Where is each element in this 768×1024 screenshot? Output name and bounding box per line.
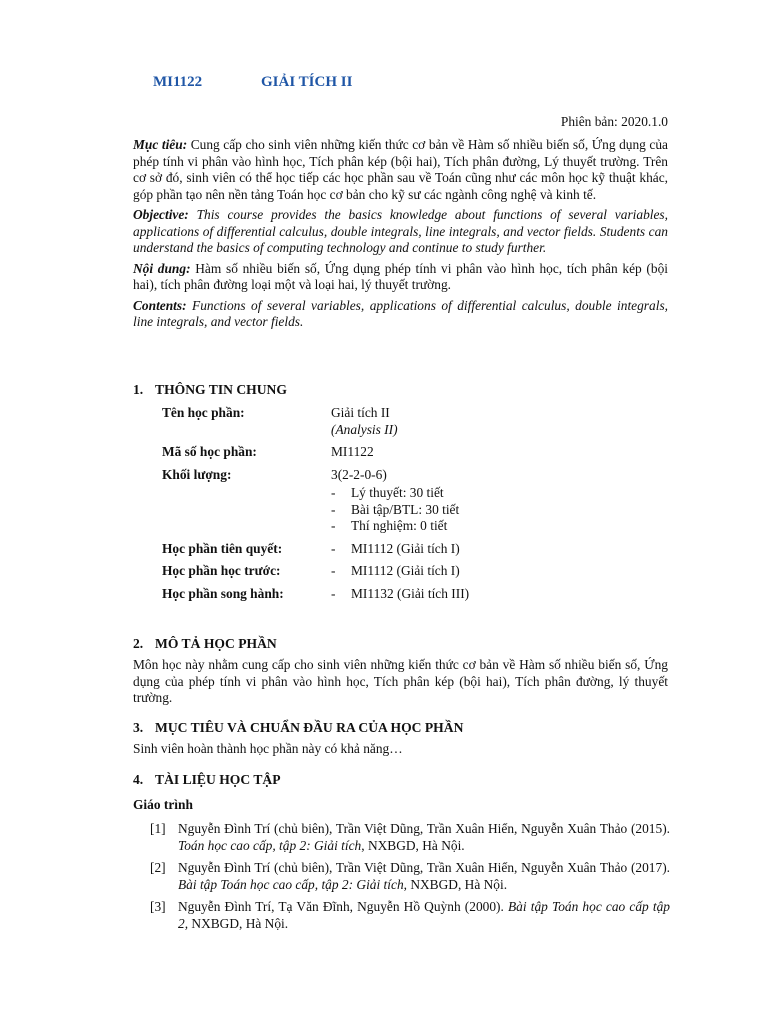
section-1-heading: [133, 382, 287, 399]
info-label: Học phần học trước:: [162, 563, 281, 578]
credit-item: - Lý thuyết: 30 tiết: [331, 485, 444, 500]
info-label: Khối lượng:: [162, 466, 232, 482]
noi-dung-label: Nội dung:: [133, 260, 191, 276]
contents-label: Contents:: [133, 297, 187, 313]
info-value: Giải tích II: [331, 405, 390, 420]
reference-item: [2] Nguyễn Đình Trí (chủ biên), Trần Việt Dũng, Trần Xuân Hiển, Nguyễn Xuân Thảo (2017). Bài tập Toán học cao cấp, tập 2: Giải tích, NXBGD, Hà Nội.: [150, 860, 670, 892]
section-4-heading: [133, 772, 281, 789]
objective-text: This course provides the basics knowledge about functions of several variables, applications of differential calculus, double integrals, line integrals, and vector fields. Students can understand the basics of computing technology and continue to study further.: [133, 207, 668, 255]
objective-paragraph: [133, 207, 668, 257]
section-2-number: 2.: [133, 636, 144, 651]
course-title-heading: GIẢI TÍCH II: [261, 74, 353, 90]
section-4-title: TÀI LIỆU HỌC TẬP: [155, 772, 281, 787]
noi-dung-text: Hàm số nhiều biến số, Ứng dụng phép tính vi phân vào hình học, tích phân kép (bội hai), tích phân đường loại một và loại hai, lý thuyết trường.: [133, 260, 668, 292]
section-2-heading: [133, 636, 277, 653]
intro-block: [133, 137, 668, 335]
muc-tieu-label: Mục tiêu:: [133, 137, 188, 152]
section-3-number: 3.: [133, 720, 144, 735]
general-info-table: [162, 405, 668, 608]
section-2-title: MÔ TẢ HỌC PHẦN: [155, 636, 277, 651]
noi-dung-paragraph: [133, 261, 668, 294]
section-3-text: Sinh viên hoàn thành học phần này có khả năng…: [133, 741, 403, 756]
info-row-name: [162, 405, 668, 438]
section-2-text: Môn học này nhằm cung cấp cho sinh viên những kiến thức cơ bản về Hàm số nhiều biến số, Ứng dụng của phép tính vi phân vào hình học, Tích phân kép (bội hai), Tích phân đường, lý thuyết trường.: [133, 657, 668, 705]
reference-list: [150, 821, 670, 938]
section-1-title: THÔNG TIN CHUNG: [155, 382, 287, 397]
objective-label: Objective:: [133, 207, 189, 222]
info-value-en: (Analysis II): [331, 421, 398, 437]
info-label: Mã số học phần:: [162, 444, 257, 459]
section-1-number: 1.: [133, 382, 144, 397]
contents-text: Functions of several variables, applications of differential calculus, double integrals, line integrals, and vector fields.: [133, 297, 668, 329]
info-row-credits: [162, 467, 668, 535]
info-value: MI1112 (Giải tích I): [351, 540, 460, 556]
info-row-code: [162, 444, 668, 461]
section-3-heading: [133, 720, 463, 737]
section-4-number: 4.: [133, 772, 144, 787]
course-code-heading: MI1122: [153, 74, 203, 90]
credit-item: - Bài tập/BTL: 30 tiết: [331, 501, 460, 517]
info-row-prereq: Học phần tiên quyết: - MI1112 (Giải tích I): [162, 540, 460, 556]
reference-item: [3] Nguyễn Đình Trí, Tạ Văn Đĩnh, Nguyễn Hồ Quỳnh (2000). Bài tập Toán học cao cấp tập 2, NXBGD, Hà Nội.: [150, 899, 670, 931]
info-row-parallel: Học phần song hành: - MI1132 (Giải tích III): [162, 585, 470, 601]
version-label: Phiên bản: 2020.1.0: [560, 114, 668, 129]
muc-tieu-paragraph: [133, 137, 668, 203]
info-value: MI1112 (Giải tích I): [351, 563, 460, 578]
info-value: MI1122: [331, 444, 374, 459]
info-label: Học phần tiên quyết:: [162, 540, 283, 556]
info-value: 3(2-2-0-6): [331, 466, 387, 482]
info-label: Tên học phần:: [162, 405, 245, 420]
section-3-title: MỤC TIÊU VÀ CHUẨN ĐẦU RA CỦA HỌC PHẦN: [155, 720, 464, 735]
muc-tieu-text: Cung cấp cho sinh viên những kiến thức cơ bản về Hàm số nhiều biến số, Ứng dụng của phép tính vi phân vào hình học, Tích phân kép (bội hai), Tích phân đường, Lý thuyết trường. Trên cơ sở đó, sinh viên có thể học tiếp các học phần sau về Toán cũng như các môn học kỹ thuật khác, góp phần tạo nên nền tảng Toán học cơ bản cho kỹ sư các ngành công nghệ và kinh tế.: [133, 137, 668, 202]
info-value: MI1132 (Giải tích III): [351, 585, 470, 601]
reference-item: [1] Nguyễn Đình Trí (chủ biên), Trần Việt Dũng, Trần Xuân Hiển, Nguyễn Xuân Thảo (2015). Toán học cao cấp, tập 2: Giải tích, NXBGD, Hà Nội.: [150, 821, 670, 853]
textbook-subheading: Giáo trình: [133, 797, 193, 812]
info-label: Học phần song hành:: [162, 585, 284, 601]
info-row-before: Học phần học trước: - MI1112 (Giải tích I): [162, 563, 460, 578]
credit-item: - Thí nghiệm: 0 tiết: [331, 518, 448, 533]
contents-paragraph: [133, 298, 668, 331]
